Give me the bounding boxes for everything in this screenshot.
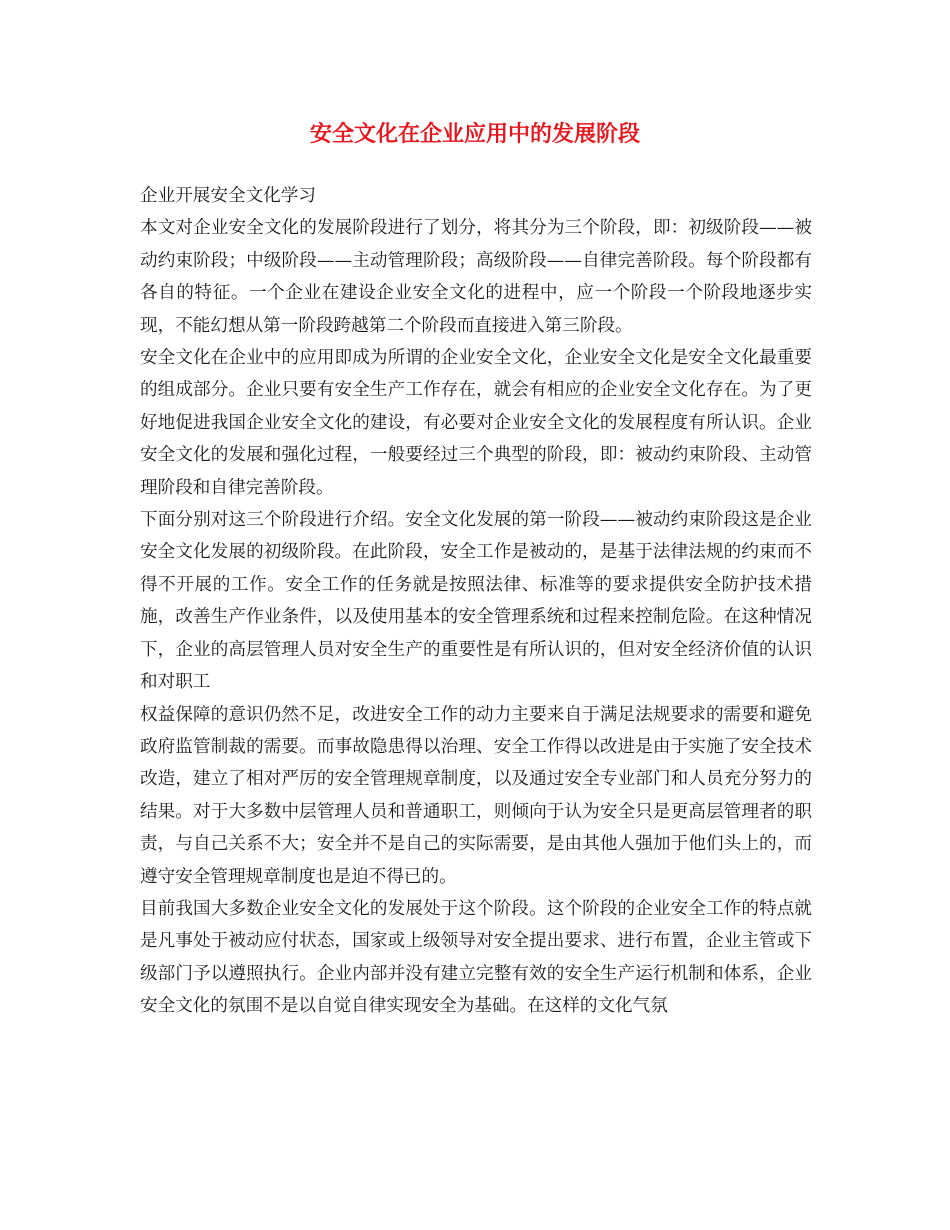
paragraph: 下面分别对这三个阶段进行介绍。安全文化发展的第一阶段——被动约束阶段这是企业安全文化发展的初级阶段。在此阶段，安全工作是被动的，是基于法律法规的约束而不得不开展的工作。安全工作的任务就是按照法律、标准等的要求提供安全防护技术措施，改善生产作业条件，以及使用基本的安全管理系统和过程来控制危险。在这种情况下，企业的高层管理人员对安全生产的重要性是有所认识的，但对安全经济价值的认识和对职工 [140,510,812,693]
paragraph: 安全文化在企业中的应用即成为所谓的企业安全文化，企业安全文化是安全文化最重要的组成部分。企业只要有安全生产工作存在，就会有相应的企业安全文化存在。为了更好地促进我国企业安全文化的建设，有必要对企业安全文化的发展程度有所认识。企业安全文化的发展和强化过程，一般要经过三个典型的阶段，即：被动约束阶段、主动管理阶段和自律完善阶段。 [140,348,812,498]
paragraph: 本文对企业安全文化的发展阶段进行了划分，将其分为三个阶段，即：初级阶段——被动约束阶段；中级阶段——主动管理阶段；高级阶段——自律完善阶段。每个阶段都有各自的特征。一个企业在建设企业安全文化的进程中，应一个阶段一个阶段地逐步实现，不能幻想从第一阶段跨越第二个阶段而直接进入第三阶段。 [140,218,812,336]
document-body [140,180,812,1023]
paragraph-heading: 企业开展安全文化学习 [140,186,316,206]
paragraph: 权益保障的意识仍然不足，改进安全工作的动力主要来自于满足法规要求的需要和避免政府监管制裁的需要。而事故隐患得以治理、安全工作得以改进是由于实施了安全技术改造，建立了相对严厉的安全管理规章制度，以及通过安全专业部门和人员充分努力的结果。对于大多数中层管理人员和普通职工，则倾向于认为安全只是更高层管理者的职责，与自己关系不大；安全并不是自己的实际需要，是由其他人强加于他们头上的，而遵守安全管理规章制度也是迫不得已的。 [140,704,812,887]
document-title: 安全文化在企业应用中的发展阶段 [309,121,640,147]
paragraph: 目前我国大多数企业安全文化的发展处于这个阶段。这个阶段的企业安全工作的特点就是凡事处于被动应付状态，国家或上级领导对安全提出要求、进行布置，企业主管或下级部门予以遵照执行。企业内部并没有建立完整有效的安全生产运行机制和体系，企业安全文化的氛围不是以自觉自律实现安全为基础。在这样的文化气氛 [140,898,812,1017]
